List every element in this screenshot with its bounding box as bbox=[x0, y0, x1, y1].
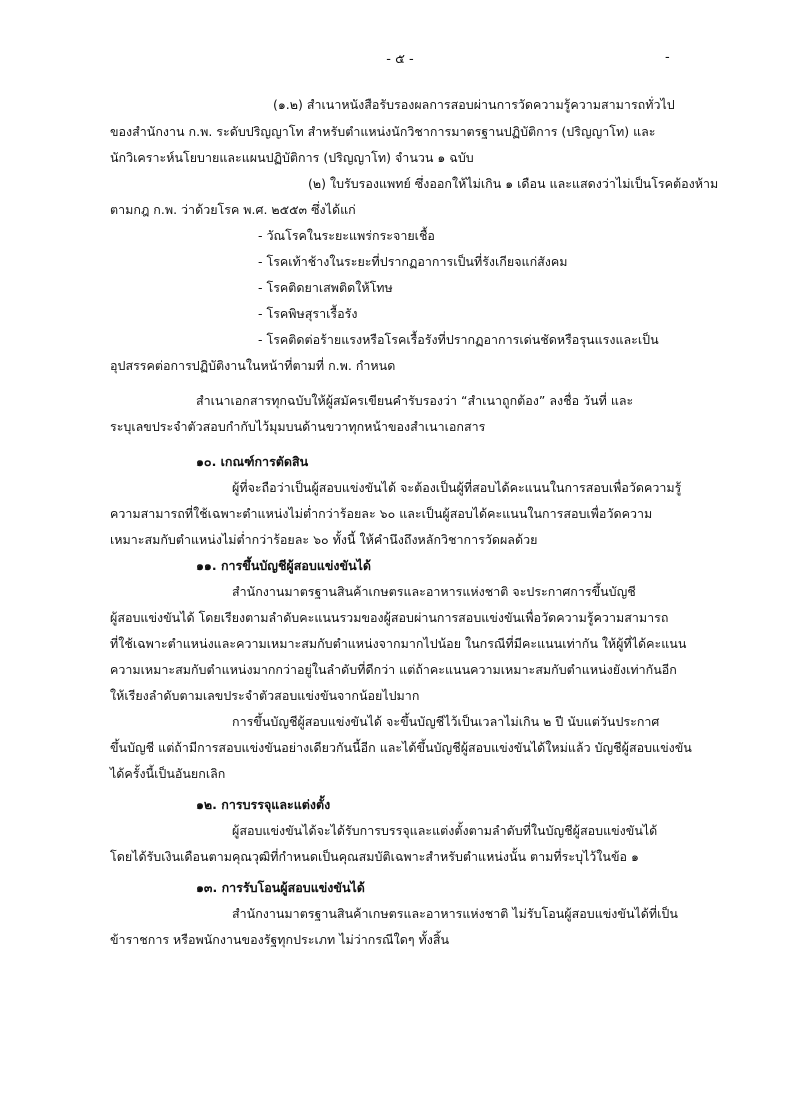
text-line: ขึ้นบัญชี แต่ถ้ามีการสอบแข่งขันอย่างเดียวกันนี้อีก และได้ขึ้นบัญชีผู้สอบแข่งขันได้ใหม่แล้ว บัญชีผู้สอบแข่งขัน bbox=[110, 740, 692, 755]
text-line: (๑.๒) สำเนาหนังสือรับรองผลการสอบผ่านการวัดความรู้ความสามารถทั่วไป bbox=[273, 97, 675, 112]
text-line: โดยได้รับเงินเดือนตามคุณวุฒิที่กำหนดเป็นคุณสมบัติเฉพาะสำหรับตำแหน่งนั้น ตามที่ระบุไว้ในข้อ ๑ bbox=[110, 849, 639, 864]
text-line: สำเนาเอกสารทุกฉบับให้ผู้สมัครเขียนคำรับรองว่า “สำเนาถูกต้อง” ลงชื่อ วันที่ และ bbox=[196, 393, 634, 408]
section-heading-12: ๑๒. การบรรจุและแต่งตั้ง bbox=[196, 797, 331, 812]
text-line: เหมาะสมกับตำแหน่งไม่ต่ำกว่าร้อยละ ๖๐ ทั้งนี้ ให้คำนึงถึงหลักวิชาการวัดผลด้วย bbox=[110, 532, 538, 547]
list-item: - โรคติดยาเสพติดให้โทษ bbox=[258, 280, 393, 295]
text-line: ให้เรียงลำดับตามเลขประจำตัวสอบแข่งขันจากน้อยไปมาก bbox=[110, 688, 420, 703]
text-line: สำนักงานมาตรฐานสินค้าเกษตรและอาหารแห่งชาติ ไม่รับโอนผู้สอบแข่งขันได้ที่เป็น bbox=[232, 906, 678, 921]
section-heading-11: ๑๑. การขึ้นบัญชีผู้สอบแข่งขันได้ bbox=[196, 558, 372, 573]
text-line: ข้าราชการ หรือพนักงานของรัฐทุกประเภท ไม่ว่ากรณีใดๆ ทั้งสิ้น bbox=[110, 932, 450, 947]
text-line: ผู้สอบแข่งขันได้จะได้รับการบรรจุและแต่งตั้งตามลำดับที่ในบัญชีผู้สอบแข่งขันได้ bbox=[232, 823, 658, 838]
text-line: การขึ้นบัญชีผู้สอบแข่งขันได้ จะขึ้นบัญชีไว้เป็นเวลาไม่เกิน ๒ ปี นับแต่วันประกาศ bbox=[232, 714, 660, 729]
text-line: ผู้ที่จะถือว่าเป็นผู้สอบแข่งขันได้ จะต้องเป็นผู้ที่สอบได้คะแนนในการสอบเพื่อวัดความรู้ bbox=[232, 480, 682, 495]
text-line: (๒) ใบรับรองแพทย์ ซึ่งออกให้ไม่เกิน ๑ เดือน และแสดงว่าไม่เป็นโรคต้องห้าม bbox=[308, 176, 719, 191]
page-number: - ๕ - bbox=[386, 52, 414, 67]
text-line: ได้ครั้งนี้เป็นอันยกเลิก bbox=[110, 766, 226, 781]
section-heading-10: ๑๐. เกณฑ์การตัดสิน bbox=[196, 454, 309, 469]
text-line: ความสามารถที่ใช้เฉพาะตำแหน่งไม่ต่ำกว่าร้อยละ ๖๐ และเป็นผู้สอบได้คะแนนในการสอบเพื่อวัดความ bbox=[110, 506, 653, 521]
list-item: - โรคติดต่อร้ายแรงหรือโรคเรื้อรังที่ปรากฏอาการเด่นชัดหรือรุนแรงและเป็น bbox=[258, 332, 659, 347]
text-line: ระบุเลขประจำตัวสอบกำกับไว้มุมบนด้านขวาทุกหน้าของสำเนาเอกสาร bbox=[110, 419, 486, 434]
list-item: - โรคพิษสุราเรื้อรัง bbox=[258, 306, 358, 321]
text-line: ผู้สอบแข่งขันได้ โดยเรียงตามลำดับคะแนนรวมของผู้สอบผ่านการสอบแข่งขันเพื่อวัดความรู้ความสามารถ bbox=[110, 610, 669, 625]
text-line: ตามกฎ ก.พ. ว่าด้วยโรค พ.ศ. ๒๕๕๓ ซึ่งได้แก่ bbox=[110, 202, 356, 217]
list-item: - โรคเท้าช้างในระยะที่ปรากฏอาการเป็นที่รังเกียจแก่สังคม bbox=[258, 254, 568, 269]
text-line: อุปสรรคต่อการปฏิบัติงานในหน้าที่ตามที่ ก.พ. กำหนด bbox=[110, 358, 396, 373]
text-line: ของสำนักงาน ก.พ. ระดับปริญญาโท สำหรับตำแหน่งนักวิชาการมาตรฐานปฏิบัติการ (ปริญญาโท) และ bbox=[110, 124, 656, 139]
text-line: ความเหมาะสมกับตำแหน่งมากกว่าอยู่ในลำดับที่ดีกว่า แต่ถ้าคะแนนความเหมาะสมกับตำแหน่งยังเท่ากันอีก bbox=[110, 662, 677, 677]
text-line: ที่ใช้เฉพาะตำแหน่งและความเหมาะสมกับตำแหน่งจากมากไปน้อย ในกรณีที่มีคะแนนเท่ากัน ให้ผู้ที่ได้คะแนน bbox=[110, 636, 687, 651]
text-line: นักวิเคราะห์นโยบายและแผนปฏิบัติการ (ปริญญาโท) จำนวน ๑ ฉบับ bbox=[110, 150, 474, 165]
section-heading-13: ๑๓. การรับโอนผู้สอบแข่งขันได้ bbox=[196, 880, 365, 895]
text-line: สำนักงานมาตรฐานสินค้าเกษตรและอาหารแห่งชาติ จะประกาศการขึ้นบัญชี bbox=[232, 584, 636, 599]
corner-mark: - bbox=[665, 50, 670, 65]
list-item: - วัณโรคในระยะแพร่กระจายเชื้อ bbox=[258, 228, 435, 243]
